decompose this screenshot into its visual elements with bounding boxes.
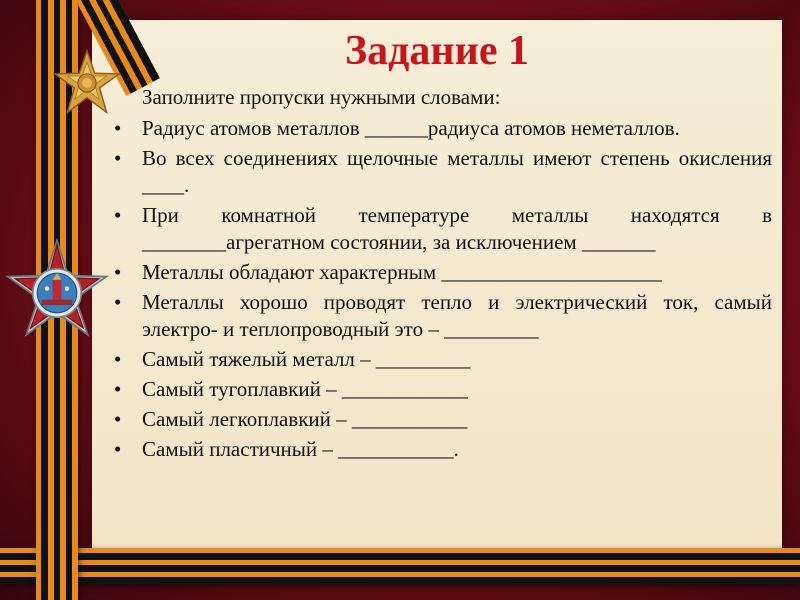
list-item: • Самый легкоплавкий – ___________ (110, 406, 772, 433)
victory-order-icon (2, 238, 112, 348)
list-item: • Самый пластичный – ___________. (110, 436, 772, 463)
st-george-ribbon-horizontal (0, 548, 800, 584)
list-item: • Самый тяжелый металл – _________ (110, 346, 772, 373)
list-item: • При комнатной температуре металлы находятся в ________агрегатном состоянии, за исключением _______ (110, 202, 772, 256)
list-item: • Во всех соединениях щелочные металлы имеют степень окисления ____. (110, 145, 772, 199)
list-item: • Радиус атомов металлов ______радиуса атомов неметаллов. (110, 115, 772, 142)
task-list (110, 115, 772, 463)
list-item: • Металлы хорошо проводят тепло и электрический ток, самый электро- и теплопроводный это – _________ (110, 289, 772, 343)
page-title: Задание 1 (345, 28, 529, 74)
task-intro: Заполните пропуски нужными словами: (142, 85, 501, 109)
task-content (110, 84, 772, 466)
list-item: • Металлы обладают характерным _____________________ (110, 259, 772, 286)
list-item: • Самый тугоплавкий – ____________ (110, 376, 772, 403)
